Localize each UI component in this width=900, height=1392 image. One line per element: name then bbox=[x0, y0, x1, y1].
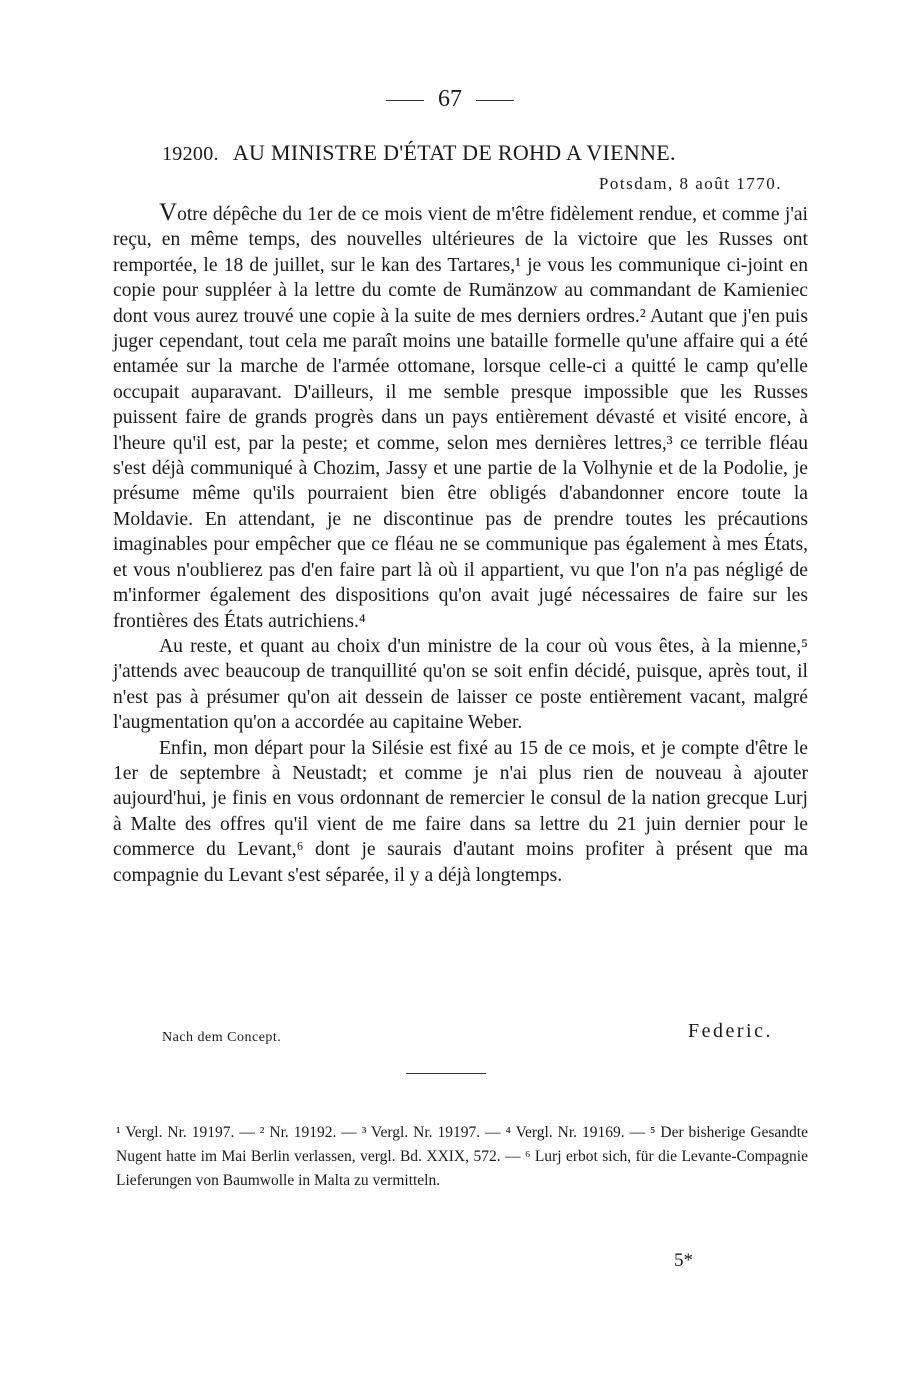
paragraph-1 bbox=[113, 200, 808, 634]
source-note: Nach dem Concept. bbox=[162, 1030, 282, 1045]
page-number-dash-left bbox=[386, 100, 424, 101]
paragraph-3: Enfin, mon départ pour la Silésie est fixé au 15 de ce mois, et je compte d'être le 1er de septembre à Neustadt; et comme je n'ai plus rien de nouveau à ajouter aujourd'hui, je finis en vous ordonnant de remercier le consul de la nation grecque Lurj à Malte des offres qu'il vient de me faire dans sa lettre du 21 juin dernier pour le commerce du Levant,⁶ dont je saurais d'autant moins profiter à présent que ma compagnie du Levant s'est séparée, il y a déjà longtemps. bbox=[113, 737, 808, 886]
footnote-separator bbox=[406, 1073, 486, 1074]
letter-body bbox=[113, 200, 808, 888]
letter-heading bbox=[162, 140, 676, 166]
page-number-dash-right bbox=[476, 100, 514, 101]
letter-title: AU MINISTRE D'ÉTAT DE ROHD A VIENNE. bbox=[232, 140, 676, 165]
paragraph-2: Au reste, et quant au choix d'un ministre de la cour où vous êtes, à la mienne,⁵ j'attends avec beaucoup de tranquillité qu'on se soit enfin décidé, puisque, après tout, il n'est pas à présumer qu'on ait dessein de laisser ce poste entièrement vacant, malgré l'augmentation qu'on a accordée au capitaine Weber. bbox=[113, 635, 808, 734]
paragraph-1-text: otre dépêche du 1er de ce mois vient de m'être fidèlement rendue, et comme j'ai reçu, en même temps, des nouvelles ultérieures de la victoire que les Russes ont remportée, le 18 de juillet, sur le kan des Tartares,¹ je vous les communique ci-joint en copie pour suppléer à la lettre du comte de Rumänzow au commandant de Kamieniec dont vous aurez trouvé une copie à la suite de mes derniers ordres.² Autant que j'en puis juger cependant, tout cela me paraît moins une bataille formelle qu'une affaire qui a été entamée sur la marche de l'armée ottomane, lorsque celle-ci a quitté le camp qu'elle occupait auparavant. D'ailleurs, il me semble presque impossible que les Russes puissent faire de grands progrès dans un pays entièrement dévasté et visité encore, à l'heure qu'il est, par la peste; et comme, selon mes dernières lettres,³ ce terrible fléau s'est déjà communiqué à Chozim, Jassy et une partie de la Volhynie et de la Podolie, je présume même qu'ils pourraient bien être obligés d'abandonner encore toute la Moldavie. En attendant, je ne discontinue pas de prendre toutes les précautions imaginables pour empêcher que ce fléau ne se communique pas également à mes États, et vous n'oublierez pas d'en faire part là où il appartient, vu que l'on n'a pas négligé de m'informer également des dispositions qu'on avait jugé nécessaires de faire sur les frontières des États autrichiens.⁴ bbox=[113, 204, 808, 632]
footnotes: ¹ Vergl. Nr. 19197. — ² Nr. 19192. — ³ Vergl. Nr. 19197. — ⁴ Vergl. Nr. 19169. — ⁵ Der bisherige Gesandte Nugent hatte im Mai Berlin verlassen, vergl. Bd. XXIX, 572. — ⁶ Lurj erbot sich, für die Levante-Compagnie Lieferungen von Baumwolle in Malta zu vermitteln. bbox=[116, 1124, 808, 1189]
letter-number: 19200. bbox=[162, 143, 219, 165]
printer-signature-mark: 5* bbox=[674, 1250, 693, 1271]
dateline: Potsdam, 8 août 1770. bbox=[598, 174, 782, 193]
signature: Federic. bbox=[688, 1020, 773, 1042]
page-number: 67 bbox=[0, 86, 900, 113]
first-letter: V bbox=[159, 199, 178, 226]
